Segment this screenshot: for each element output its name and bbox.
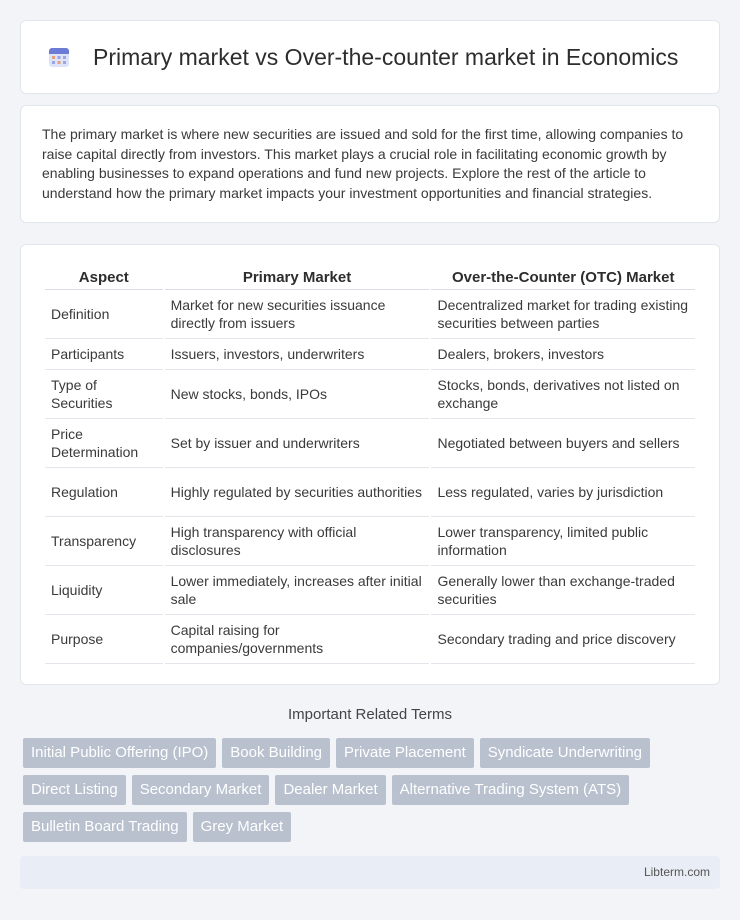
term-tag[interactable]: Book Building (222, 738, 330, 768)
primary-cell: Issuers, investors, underwriters (165, 339, 430, 370)
calendar-grid-icon (47, 45, 71, 69)
primary-cell: Lower immediately, increases after initial sale (165, 566, 430, 615)
related-terms-list (23, 738, 723, 842)
otc-cell: Decentralized market for trading existing securities between parties (431, 290, 695, 339)
table-row (45, 419, 695, 468)
table-row (45, 290, 695, 339)
table-row (45, 517, 695, 566)
table-row (45, 468, 695, 517)
intro-card (20, 105, 720, 223)
aspect-cell: Definition (45, 290, 163, 339)
table-row (45, 339, 695, 370)
column-header-primary: Primary Market (165, 265, 430, 290)
header-card (20, 20, 720, 94)
comparison-table-card (20, 244, 720, 685)
primary-cell: Capital raising for companies/governments (165, 615, 430, 664)
primary-cell: Highly regulated by securities authorities (165, 468, 430, 517)
related-terms-heading: Important Related Terms (288, 706, 452, 723)
otc-cell: Stocks, bonds, derivatives not listed on exchange (431, 370, 695, 419)
aspect-cell: Regulation (45, 468, 163, 517)
otc-cell: Secondary trading and price discovery (431, 615, 695, 664)
aspect-cell: Liquidity (45, 566, 163, 615)
term-tag[interactable]: Secondary Market (132, 775, 270, 805)
primary-cell: High transparency with official disclosures (165, 517, 430, 566)
footer (20, 856, 720, 889)
otc-cell: Generally lower than exchange-traded securities (431, 566, 695, 615)
page-title: Primary market vs Over-the-counter market in Economics (93, 43, 679, 70)
aspect-cell: Purpose (45, 615, 163, 664)
aspect-cell: Type of Securities (45, 370, 163, 419)
term-tag[interactable]: Initial Public Offering (IPO) (23, 738, 216, 768)
term-tag[interactable]: Private Placement (336, 738, 474, 768)
table-row (45, 566, 695, 615)
column-header-aspect: Aspect (45, 265, 163, 290)
table-row (45, 370, 695, 419)
intro-paragraph: The primary market is where new securities are issued and sold for the first time, allowing companies to raise capital directly from investors. This market plays a crucial role in facilitating economic growth by enabling businesses to expand operations and fund new projects. Explore the rest of the article to understand how the primary market impacts your investment opportunities and financial strategies. (42, 126, 684, 201)
comparison-table (43, 265, 697, 664)
term-tag[interactable]: Grey Market (193, 812, 292, 842)
aspect-cell: Price Determination (45, 419, 163, 468)
otc-cell: Less regulated, varies by jurisdiction (431, 468, 695, 517)
primary-cell: Set by issuer and underwriters (165, 419, 430, 468)
term-tag[interactable]: Syndicate Underwriting (480, 738, 650, 768)
primary-cell: Market for new securities issuance directly from issuers (165, 290, 430, 339)
aspect-cell: Transparency (45, 517, 163, 566)
term-tag[interactable]: Alternative Trading System (ATS) (392, 775, 629, 805)
table-row (45, 615, 695, 664)
otc-cell: Lower transparency, limited public information (431, 517, 695, 566)
table-header-row (45, 265, 695, 290)
column-header-otc: Over-the-Counter (OTC) Market (431, 265, 695, 290)
aspect-cell: Participants (45, 339, 163, 370)
footer-site-link[interactable]: Libterm.com (643, 865, 710, 879)
term-tag[interactable]: Direct Listing (23, 775, 126, 805)
otc-cell: Dealers, brokers, investors (431, 339, 695, 370)
term-tag[interactable]: Bulletin Board Trading (23, 812, 187, 842)
primary-cell: New stocks, bonds, IPOs (165, 370, 430, 419)
term-tag[interactable]: Dealer Market (275, 775, 385, 805)
otc-cell: Negotiated between buyers and sellers (431, 419, 695, 468)
